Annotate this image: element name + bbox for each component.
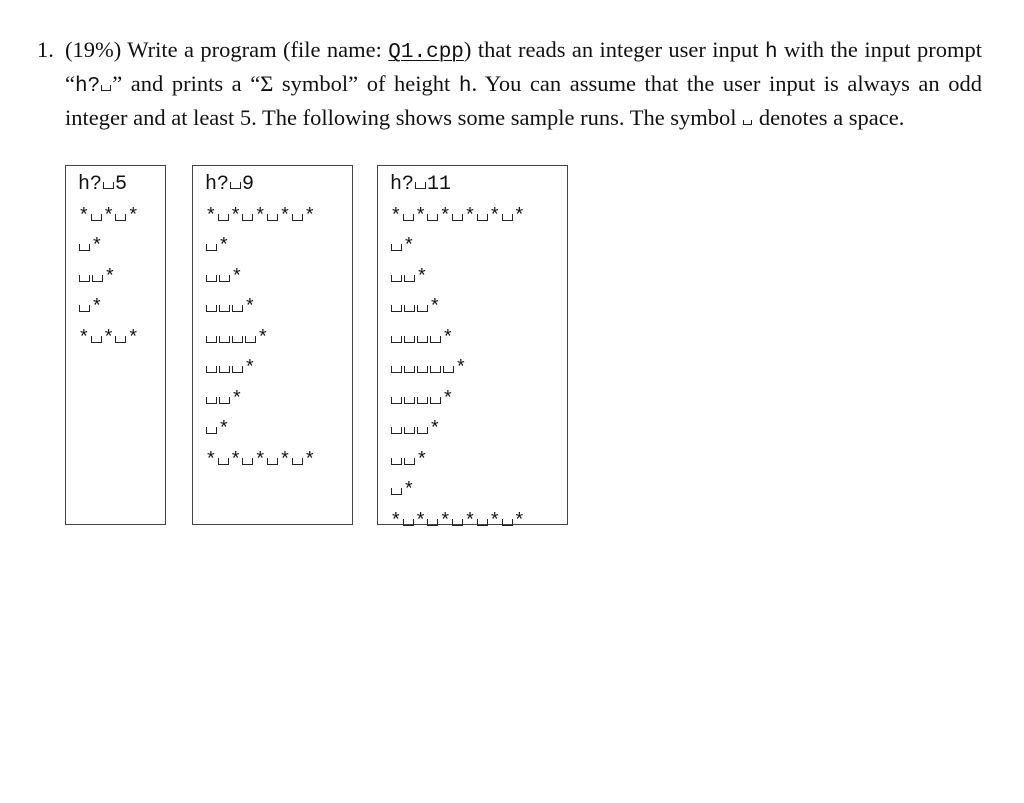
space-symbol: [219, 305, 230, 312]
output-line: *: [390, 414, 567, 445]
prompt-text: h?: [75, 75, 101, 98]
space-symbol: [391, 244, 402, 251]
question-number: 1.: [37, 37, 54, 62]
output-line: *: [390, 475, 567, 506]
space-symbol: [404, 366, 415, 373]
space-symbol: [391, 366, 402, 373]
space-symbol: [404, 427, 415, 434]
output-line: *: [390, 262, 567, 293]
variable-h: h: [458, 75, 472, 98]
space-symbol: [232, 336, 243, 343]
space-symbol: [219, 397, 230, 404]
space-symbol: [79, 244, 90, 251]
space-symbol: [218, 214, 229, 221]
space-symbol: [430, 366, 441, 373]
space-symbol: [232, 305, 243, 312]
output-line: * * * * * *: [390, 204, 526, 227]
space-symbol: [427, 519, 438, 526]
space-symbol: [245, 336, 256, 343]
output-line: *: [390, 353, 567, 384]
space-symbol: [242, 214, 253, 221]
output-line: *: [390, 384, 567, 415]
space-symbol: [477, 519, 488, 526]
space-symbol: [404, 275, 415, 282]
space-symbol: [79, 305, 90, 312]
output-line: *: [205, 414, 352, 445]
output-line: *: [78, 262, 165, 293]
output-line: *: [78, 231, 165, 262]
space-symbol: [219, 366, 230, 373]
space-symbol: [232, 366, 243, 373]
space-symbol: [430, 336, 441, 343]
space-symbol: [404, 397, 415, 404]
output-line: *: [390, 445, 567, 476]
sample-input: 9: [242, 173, 255, 196]
variable-h: h: [764, 41, 778, 64]
space-symbol: [206, 427, 217, 434]
space-symbol: [92, 275, 103, 282]
output-line: * * *: [78, 204, 140, 227]
space-symbol: [391, 305, 402, 312]
output-line: *: [390, 292, 567, 323]
space-symbol: [292, 214, 303, 221]
question-text-e: . You can assume that the user input is always an odd integer and at least 5. The following shows some sample runs. The symbol: [65, 71, 982, 130]
sample-run-box: [377, 165, 568, 532]
space-symbol: [206, 244, 217, 251]
space-symbol: [219, 336, 230, 343]
question-body: [65, 34, 982, 133]
output-line: *: [390, 323, 567, 354]
space-symbol: [417, 366, 428, 373]
space-symbol: [502, 214, 513, 221]
space-symbol: [242, 458, 253, 465]
space-symbol: [502, 519, 513, 526]
space-symbol: [404, 305, 415, 312]
space-symbol: [219, 275, 230, 282]
space-symbol: [391, 488, 402, 495]
space-symbol: [452, 519, 463, 526]
space-symbol: [391, 275, 402, 282]
space-symbol: [391, 427, 402, 434]
space-symbol: [430, 397, 441, 404]
output-line: *: [78, 292, 165, 323]
space-symbol: [206, 397, 217, 404]
question-text-b: ) that reads an integer user input: [463, 37, 765, 62]
space-symbol: [115, 214, 126, 221]
sample-input: 11: [427, 173, 452, 196]
space-symbol: [427, 214, 438, 221]
space-symbol: [391, 458, 402, 465]
output-line: *: [205, 384, 352, 415]
space-symbol: [115, 336, 126, 343]
output-line: *: [205, 353, 352, 384]
space-symbol: [743, 120, 752, 125]
question: [37, 34, 982, 133]
space-symbol: [206, 366, 217, 373]
space-symbol: [404, 336, 415, 343]
space-symbol: [206, 336, 217, 343]
file-name: Q1.cpp: [388, 41, 464, 64]
sample-prompt: h? 5: [78, 173, 128, 196]
space-symbol: [417, 336, 428, 343]
space-symbol: [403, 519, 414, 526]
question-text-f: denotes a space.: [753, 105, 905, 130]
space-symbol: [415, 182, 426, 189]
space-symbol: [218, 458, 229, 465]
space-symbol: [91, 336, 102, 343]
space-symbol: [267, 458, 278, 465]
output-line: *: [205, 323, 352, 354]
space-symbol: [206, 275, 217, 282]
question-percent: (19%): [65, 37, 122, 62]
space-symbol: [103, 182, 114, 189]
output-line: *: [205, 231, 352, 262]
space-symbol: [417, 305, 428, 312]
space-symbol: [417, 397, 428, 404]
space-symbol: [101, 85, 111, 91]
space-symbol: [477, 214, 488, 221]
space-symbol: [230, 182, 241, 189]
space-symbol: [443, 366, 454, 373]
output-line: *: [390, 231, 567, 262]
question-text-d: ” and prints a “Σ symbol” of height: [112, 71, 459, 96]
output-line: * * *: [78, 326, 140, 349]
space-symbol: [417, 427, 428, 434]
output-line: *: [205, 262, 352, 293]
output-line: *: [205, 292, 352, 323]
space-symbol: [206, 305, 217, 312]
space-symbol: [267, 214, 278, 221]
space-symbol: [292, 458, 303, 465]
output-line: * * * * *: [205, 204, 316, 227]
space-symbol: [91, 214, 102, 221]
space-symbol: [403, 214, 414, 221]
output-line: * * * * * *: [390, 509, 526, 532]
space-symbol: [391, 336, 402, 343]
output-line: * * * * *: [205, 448, 316, 471]
space-symbol: [79, 275, 90, 282]
sample-prompt: h? 11: [390, 173, 452, 196]
sample-run-box: [192, 165, 353, 525]
question-text-c: with the input prompt “: [65, 37, 982, 96]
space-symbol: [404, 458, 415, 465]
sample-prompt: h? 9: [205, 173, 255, 196]
space-symbol: [391, 397, 402, 404]
sample-input: 5: [115, 173, 128, 196]
question-text-a: Write a program (file name:: [121, 37, 389, 62]
space-symbol: [452, 214, 463, 221]
sample-run-box: [65, 165, 166, 525]
